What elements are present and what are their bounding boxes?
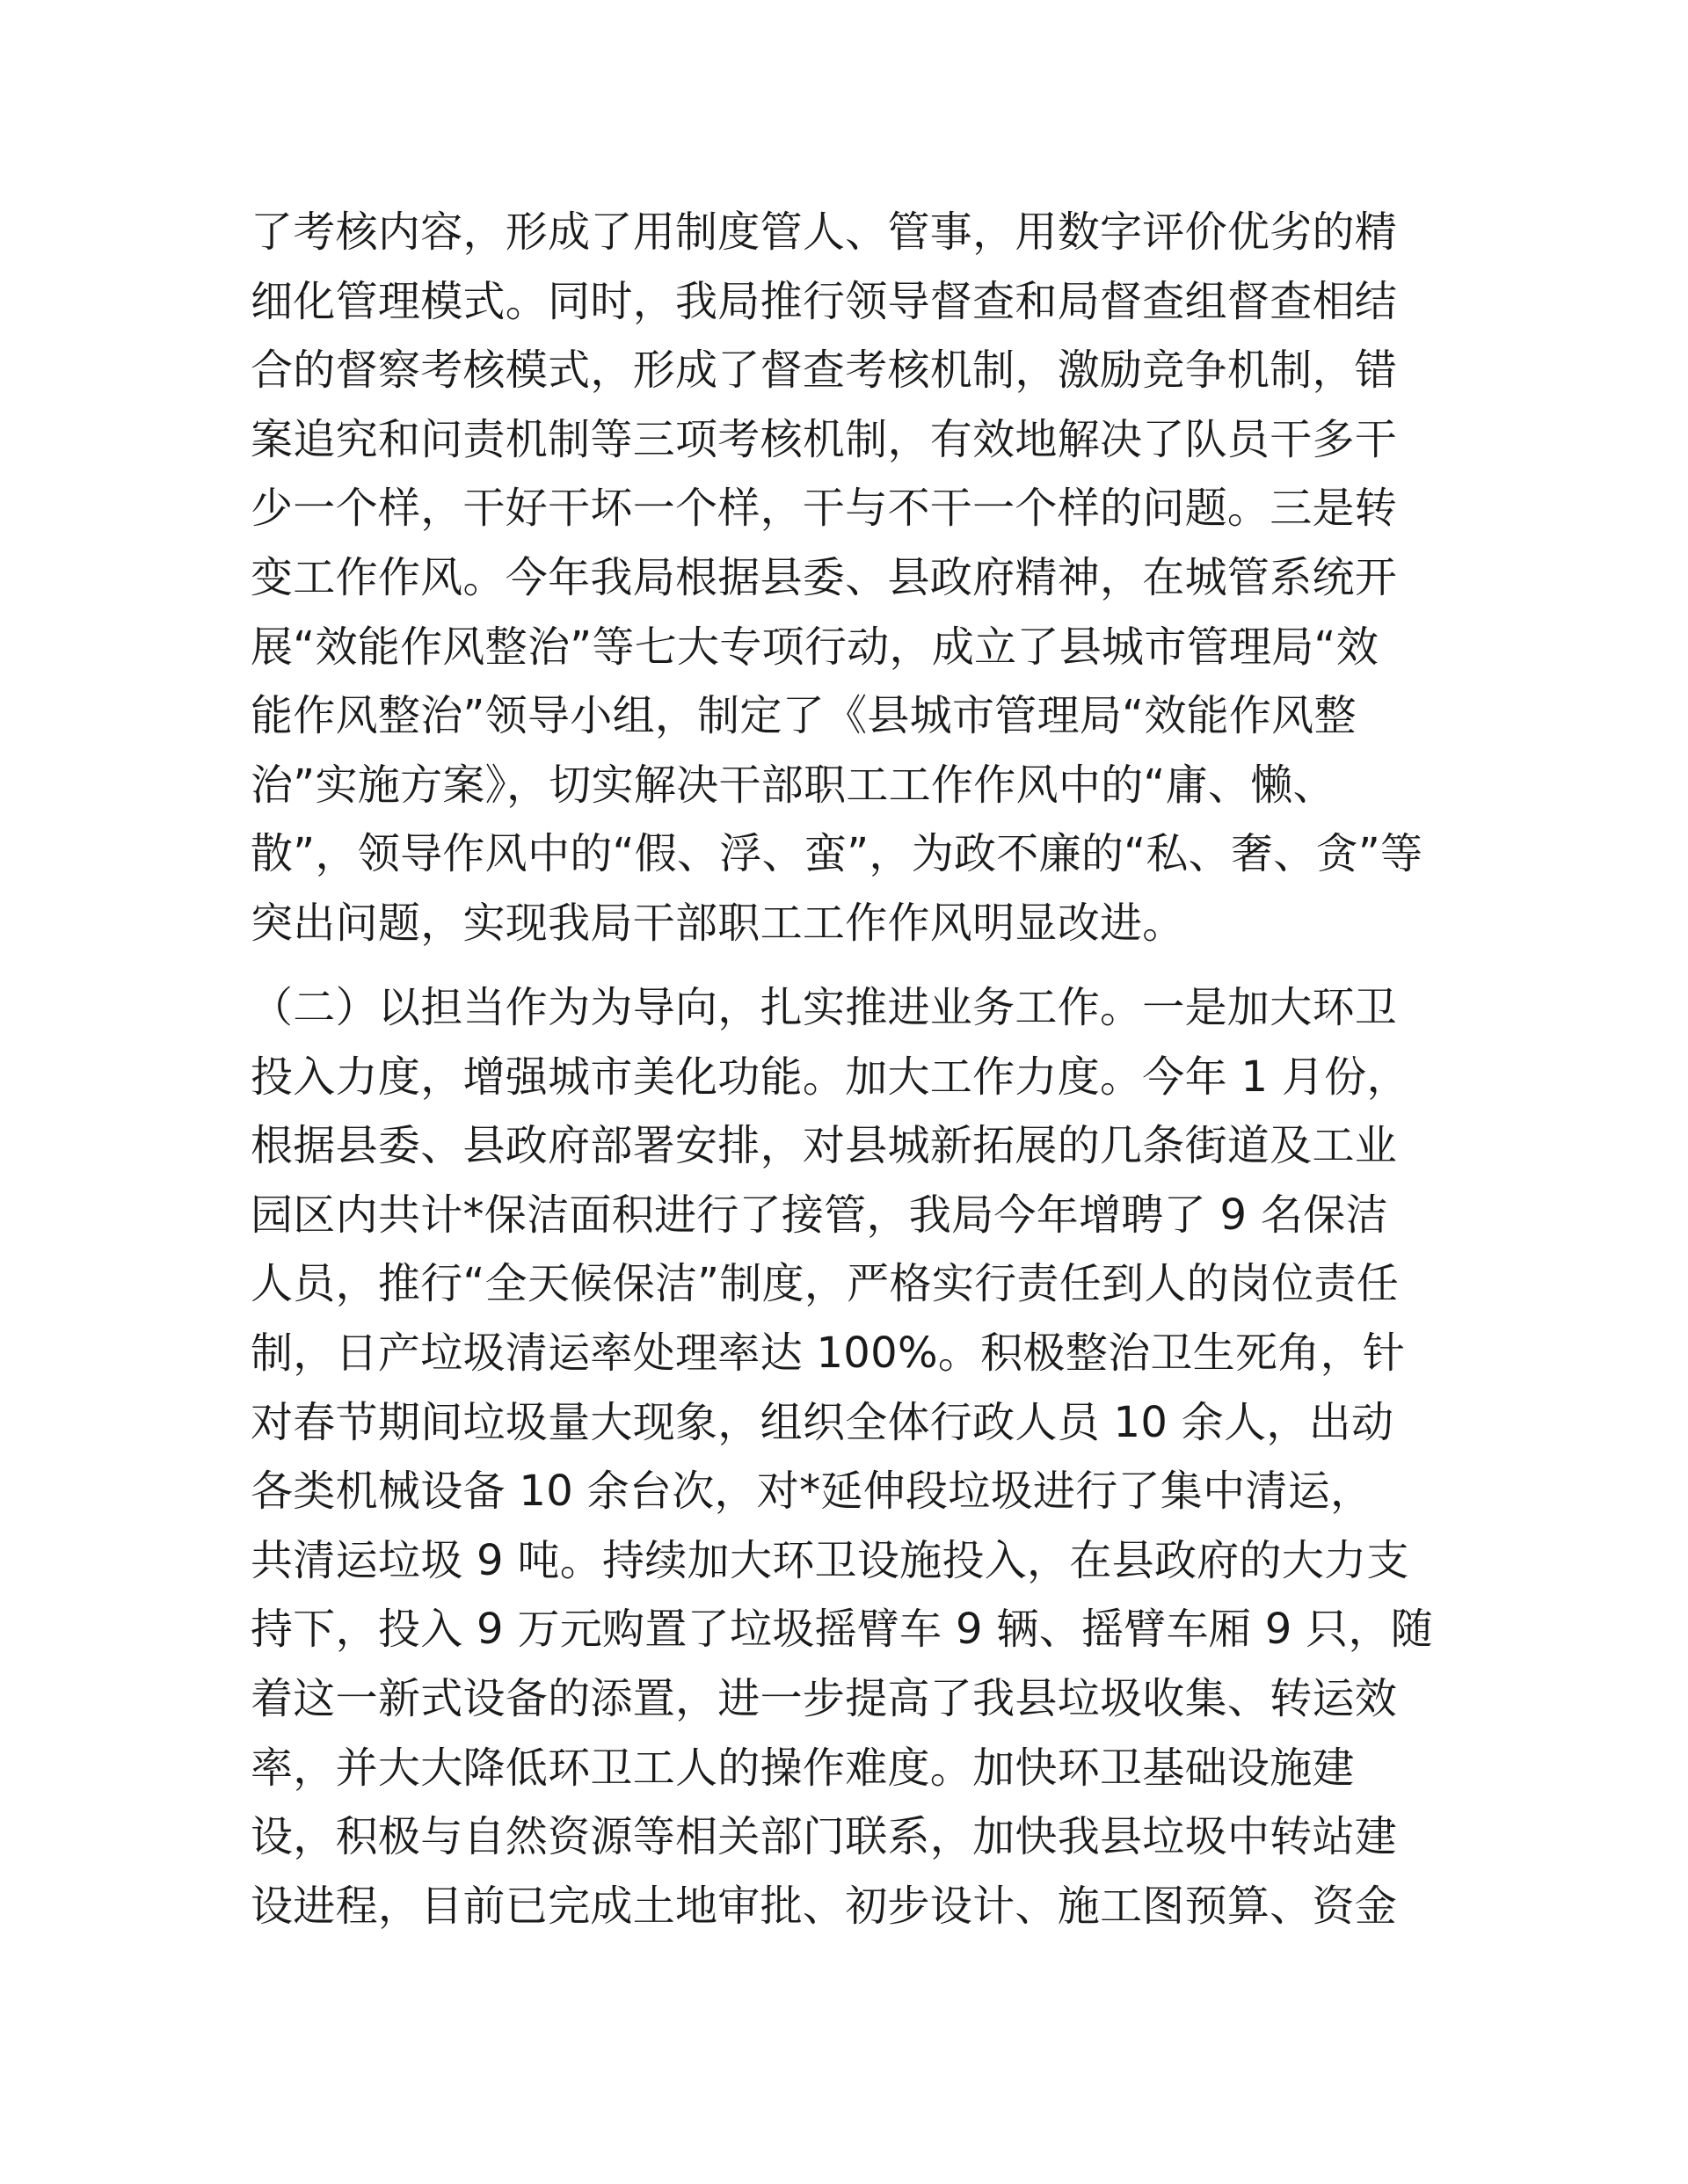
- text-line: 对春节期间垃圾量大现象，组织全体行政人员 10 余人，出动: [251, 1397, 1394, 1447]
- text-line: （二）以担当作为为导向，扎实推进业务工作。一是加大环卫: [251, 983, 1398, 1032]
- text-line: 持下，投入 9 万元购置了垃圾摇臂车 9 辆、摇臂车厢 9 只，随: [251, 1605, 1434, 1655]
- text-line: 合的督察考核模式，形成了督查考核机制，激励竞争机制，错: [251, 346, 1398, 396]
- paragraph-1: [251, 198, 1437, 958]
- text-line: 根据县委、县政府部署安排，对县城新拓展的几条街道及工业: [251, 1121, 1398, 1171]
- text-line: 变工作作风。今年我局根据县委、县政府精神，在城管系统开: [251, 552, 1398, 602]
- text-line: 治”实施方案》，切实解决干部职工工作作风中的“庸、懒、: [251, 760, 1335, 810]
- text-line: 展“效能作风整治”等七大专项行动，成立了县城市管理局“效: [251, 622, 1379, 672]
- text-line: 投入力度，增强城市美化功能。加大工作力度。今年 1 月份，: [251, 1052, 1409, 1102]
- text-line: 突出问题，实现我局干部职工工作作风明显改进。: [251, 898, 1185, 948]
- paragraph-2: [251, 973, 1437, 1940]
- text-line: 案追究和问责机制等三项考核机制，有效地解决了队员干多干: [251, 414, 1398, 464]
- text-line: 少一个样，干好干坏一个样，干与不干一个样的问题。三是转: [251, 484, 1398, 534]
- text-line: 细化管理模式。同时，我局推行领导督查和局督查组督查相结: [251, 276, 1398, 326]
- text-line: 设进程，目前已完成土地审批、初步设计、施工图预算、资金: [251, 1881, 1398, 1931]
- text-line: 率，并大大降低环卫工人的操作难度。加快环卫基础设施建: [251, 1743, 1355, 1793]
- text-line: 着这一新式设备的添置，进一步提高了我县垃圾收集、转运效: [251, 1673, 1398, 1723]
- text-line: 了考核内容，形成了用制度管人、管事，用数字评价优劣的精: [251, 207, 1398, 257]
- text-line: 能作风整治”领导小组，制定了《县城市管理局“效能作风整: [251, 691, 1357, 741]
- text-line: 各类机械设备 10 余台次，对*延伸段垃圾进行了集中清运，: [251, 1467, 1373, 1517]
- text-line: 园区内共计*保洁面积进行了接管，我局今年增聘了 9 名保洁: [251, 1190, 1388, 1240]
- text-line: 设，积极与自然资源等相关部门联系，加快我县垃圾中转站建: [251, 1812, 1398, 1862]
- text-line: 共清运垃圾 9 吨。持续加大环卫设施投入，在县政府的大力支: [251, 1535, 1409, 1585]
- text-line: 人员，推行“全天候保洁”制度，严格实行责任到人的岗位责任: [251, 1259, 1400, 1309]
- text-line: 制，日产垃圾清运率处理率达 100%。积极整治卫生死角，针: [251, 1328, 1406, 1378]
- text-line: 散”，领导作风中的“假、浮、蛮”，为政不廉的“私、奢、贪”等: [251, 829, 1423, 879]
